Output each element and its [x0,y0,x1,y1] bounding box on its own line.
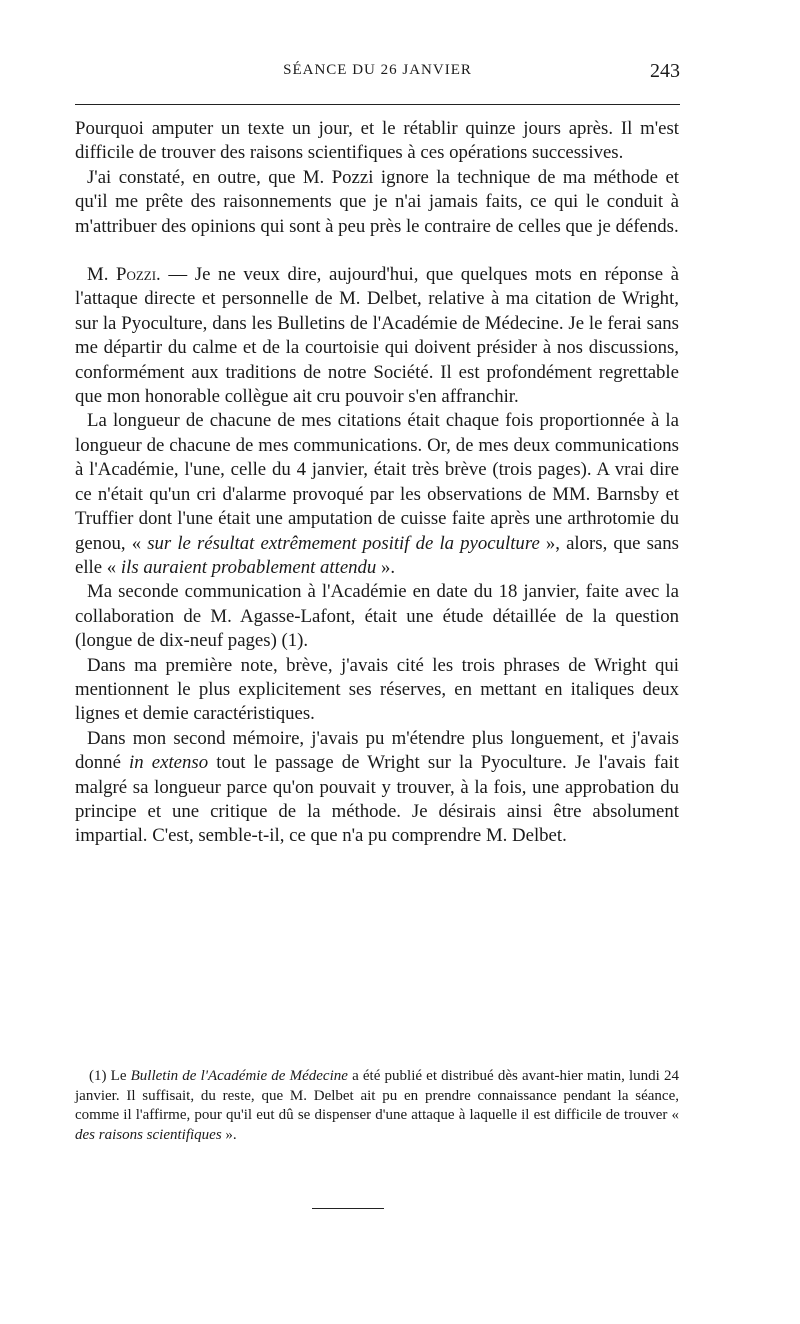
paragraph-4-text-b: », alors, que sans elle « [75,532,679,578]
paragraph-4-quote-2: ils auraient probablement attendu [120,556,377,578]
footnote-italic-2: des raisons scientifiques [75,1126,222,1143]
running-head: SÉANCE DU 26 JANVIER [283,62,472,78]
paragraph-4-text-c: ». [376,556,396,578]
body-text [75,117,679,849]
footnote-text-c: ». [221,1126,237,1143]
paragraph-4 [75,409,679,580]
paragraph-6: Dans ma première note, brève, j'avais cité les trois phrases de Wright qui mentionnent le plus explicitement ses réserves, en mettant en italiques deux lignes et demie caractéristiques. [75,654,679,725]
paragraph-5: Ma seconde communication à l'Académie en date du 18 janvier, faite avec la collaboration de M. Agasse-Lafont, était une étude détaillée de la question (longue de dix-neuf pages) (1). [75,581,679,652]
paragraph-4-text-a: La longueur de chacune de mes citations était chaque fois proportionnée à la longueur de chacune de mes communications. Or, de mes deux communications à l'Académie, l'une, celle du 4 janvier, était très brève (trois pages). A vrai dire ce n'était qu'un cri d'alarme provoqué par les observations de MM. Barnsby et Truffier dont l'une était une amputation de cuisse faite après une arthrotomie du genou, « [75,410,679,554]
paragraph-3-text: — Je ne veux dire, aujourd'hui, que quelques mots en réponse à l'attaque directe et personnelle de M. Delbet, relative à ma citation de Wright, sur la Pyoculture, dans les Bulletins de l'Académie de Médecine. Je le ferai sans me départir du calme et de la courtoisie qui doivent présider à nos discussions, conformément aux traditions de notre Société. Il est profondément regrettable que mon honorable collègue ait cru pouvoir s'en affranchir. [75,264,679,408]
page-header [75,62,680,92]
footnote-italic-1: Bulletin de l'Académie de Médecine [130,1068,348,1084]
page-number: 243 [650,60,680,82]
paragraph-7-text-b: tout le passage de Wright sur la Pyoculture. Je l'avais fait malgré sa longueur parce qu'on pouvait y trouver, à la fois, une approbation du principe et une critique de la méthode. Je désirais ainsi être absolument impartial. C'est, semble-t-il, ce que n'a pu comprendre M. Delbet. [75,752,679,847]
paragraph-7-italic: in extenso [129,752,209,774]
end-rule [312,1208,384,1209]
speaker-name: M. Pozzi. [87,264,161,286]
paragraph-7 [75,727,679,849]
footnote-1 [75,1067,679,1145]
footnote-text-b: a été publié et distribué dès avant-hier matin, lundi 24 janvier. Il suffisait, du reste, que M. Delbet ait pu en prendre connaissance pendant la séance, comme il l'affirme, pour qu'il eut dû se dispenser d'une attaque à laquelle il est difficile de trouver « [75,1068,679,1124]
header-rule [75,104,680,105]
paragraph-3 [75,263,679,409]
paragraph-7-text-a: Dans mon second mémoire, j'avais pu m'étendre plus longuement, et j'avais donné [75,727,679,774]
footnotes [75,1067,679,1145]
paragraph-1: Pourquoi amputer un texte un jour, et le rétablir quinze jours après. Il m'est difficile de trouver des raisons scientifiques à ces opérations successives. [75,118,679,164]
footnote-text-a: (1) Le [89,1068,131,1084]
paragraph-2: J'ai constaté, en outre, que M. Pozzi ignore la technique de ma méthode et qu'il me prête des raisonnements que je n'ai jamais faits, ce qui le conduit à m'attribuer des opinions qui sont à peu près le contraire de celles que je défends. [75,166,679,237]
paragraph-4-quote-1: sur le résultat extrêmement positif de la pyoculture [147,532,540,554]
